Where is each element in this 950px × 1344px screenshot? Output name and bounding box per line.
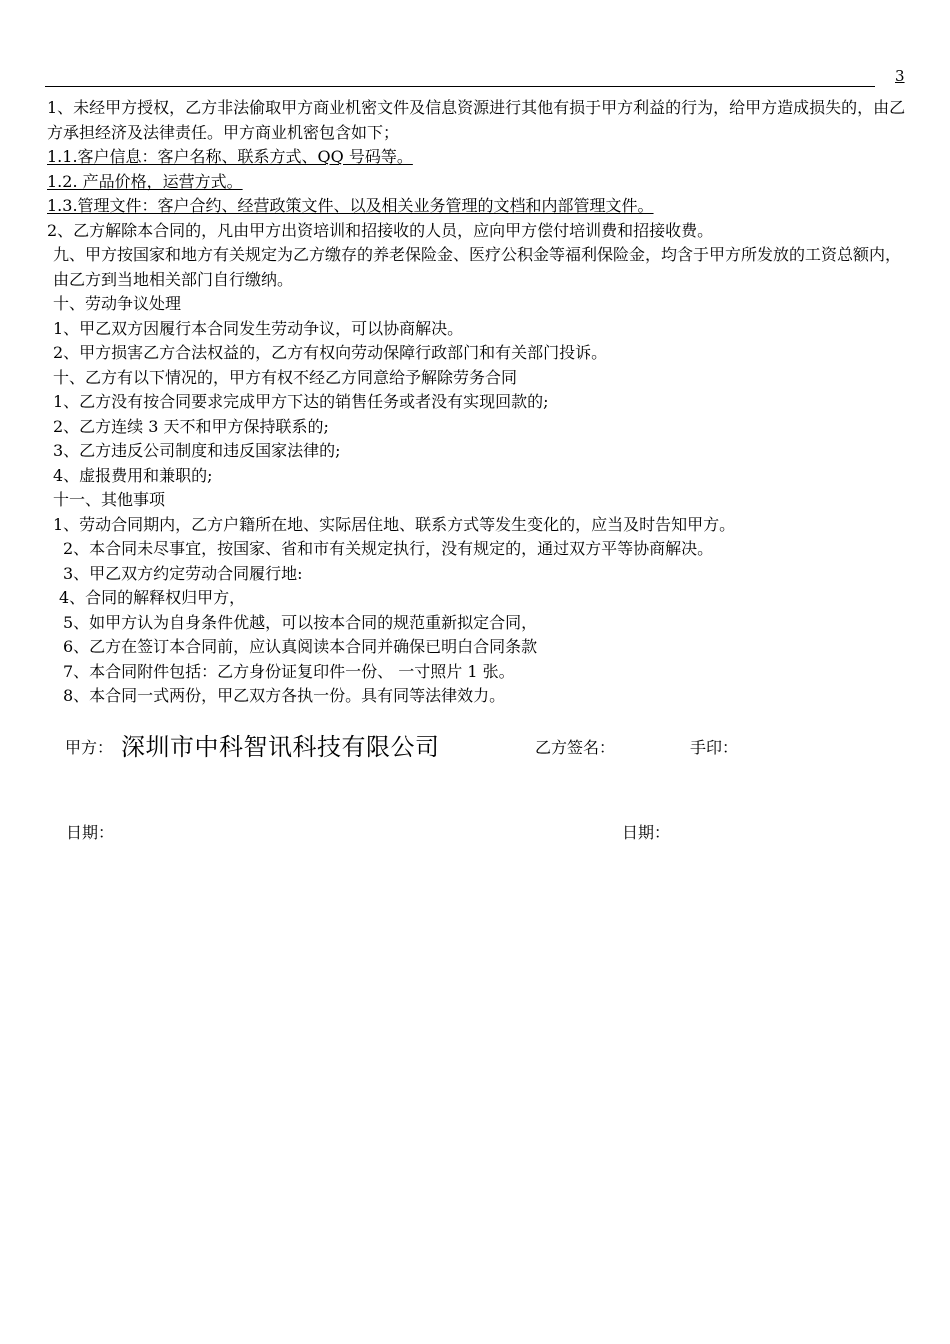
section-11-item-6: 6、乙方在签订本合同前，应认真阅读本合同并确保已明白合同条款: [63, 637, 538, 656]
clause-1-2-pricing: 1.2. 产品价格，运营方式。: [47, 171, 243, 191]
section-11-item-8: 8、本合同一式两份，甲乙双方各执一份。具有同等法律效力。: [63, 686, 506, 705]
section-10-heading: 十、劳动争议处理: [53, 294, 182, 313]
section-10b-item-1: 1、乙方没有按合同要求完成甲方下达的销售任务或者没有实现回款的;: [53, 392, 549, 411]
section-11-item-2: 2、本合同未尽事宜，按国家、省和市有关规定执行，没有规定的，通过双方平等协商解决。: [63, 539, 714, 558]
signature-row: [65, 727, 865, 761]
section-10-item-1: 1、甲乙双方因履行本合同发生劳动争议，可以协商解决。: [53, 318, 464, 338]
party-a-company: 深圳市中科智讯科技有限公司: [121, 733, 440, 761]
party-b-date-label: 日期：: [622, 823, 671, 842]
handprint-label: 手印：: [690, 738, 739, 757]
clause-2-termination-fees: 2、乙方解除本合同的，凡由甲方出资培训和招接收的人员，应向甲方偿付培训费和招接收费。: [47, 220, 714, 240]
section-10b-item-2: 2、乙方连续 3 天不和甲方保持联系的;: [53, 416, 329, 436]
section-11-item-3: 3、甲乙双方约定劳动合同履行地:: [63, 563, 303, 583]
section-11-item-1: 1、劳动合同期内，乙方户籍所在地、实际居住地、联系方式等发生变化的，应当及时告知甲方。: [53, 514, 736, 534]
party-a-label: 甲方：: [65, 738, 114, 757]
section-11-item-5: 5、如甲方认为自身条件优越，可以按本合同的规范重新拟定合同，: [63, 612, 538, 632]
clause-1-confidentiality: 1、未经甲方授权，乙方非法偷取甲方商业机密文件及信息资源进行其他有损于甲方利益的行为，给甲方造成损失的，由乙方承担经济及法律责任。甲方商业机密包含如下；: [47, 98, 906, 142]
page-number: 3: [895, 67, 905, 85]
contract-body: [47, 96, 909, 709]
party-b-signature-label: 乙方签名：: [535, 738, 616, 757]
header-rule: [45, 86, 875, 87]
section-11-item-4: 4、合同的解释权归甲方，: [59, 588, 246, 607]
section-10b-heading: 十、乙方有以下情况的，甲方有权不经乙方同意给予解除劳务合同: [53, 367, 518, 387]
section-11-heading: 十一、其他事项: [53, 490, 166, 509]
section-10b-item-3: 3、乙方违反公司制度和违反国家法律的;: [53, 441, 341, 460]
section-10b-item-4: 4、虚报费用和兼职的;: [53, 465, 213, 485]
party-a-date-label: 日期：: [66, 823, 115, 842]
section-11-item-7: 7、本合同附件包括：乙方身份证复印件一份、 一寸照片 1 张。: [63, 661, 515, 681]
section-10-item-2: 2、甲方损害乙方合法权益的，乙方有权向劳动保障行政部门和有关部门投诉。: [53, 343, 608, 362]
clause-1-1-customer-info: 1.1.客户信息：客户名称、联系方式、QQ 号码等。: [47, 147, 413, 166]
clause-1-3-management-docs: 1.3.管理文件：客户合约、经营政策文件、以及相关业务管理的文档和内部管理文件。: [47, 196, 654, 215]
section-9-insurance: 九、甲方按国家和地方有关规定为乙方缴存的养老保险金、医疗公积金等福利保险金，均含于甲方所发放的工资总额内，由乙方到当地相关部门自行缴纳。: [53, 245, 902, 289]
